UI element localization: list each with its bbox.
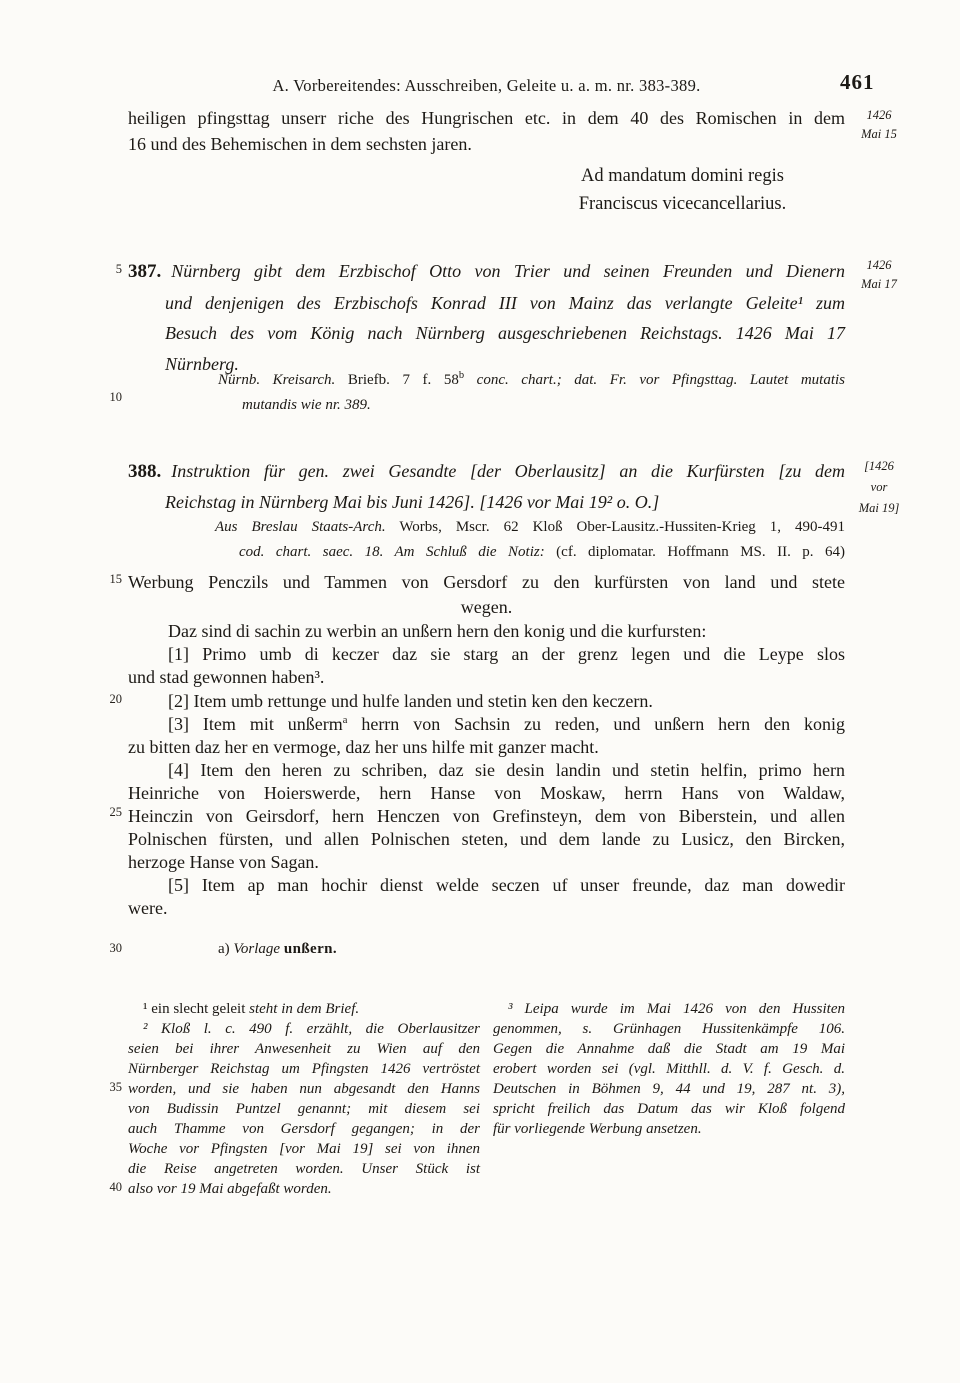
margin-date-1426-vor-mai-19 bbox=[842, 456, 916, 519]
werbung-title-line: wegen. bbox=[460, 596, 513, 617]
folio-superscript: b bbox=[458, 370, 465, 381]
body-paragraph-5 bbox=[128, 874, 845, 920]
body-paragraph-2 bbox=[128, 690, 845, 713]
body-line: Heinczin von Geirsdorf, hern Henczen von Grefinsteyn, dem von Biberstein, und allen bbox=[128, 806, 845, 826]
source-detail: cod. chart. saec. 18. Am Schluß die Notiz: bbox=[239, 544, 557, 560]
source-shelfmark: Briefb. 7 f. 58 bbox=[335, 372, 459, 388]
heading-line: Besuch des vom König nach Nürnberg ausgeschriebenen Reichstags. 1426 Mai 17 bbox=[165, 323, 845, 343]
body-paragraph-3 bbox=[128, 713, 845, 759]
source-archive: Nürnb. Kreisarch. bbox=[218, 372, 336, 388]
footnote-2-line: seien bei ihrer Anwesenheit zu Wien auf den bbox=[128, 1041, 480, 1057]
footnote-column-right bbox=[493, 999, 845, 1139]
body-line: [1] Primo umb di keczer daz sie starg an der grenz legen und die Leype slos bbox=[168, 644, 845, 664]
entry-387-number: 387. bbox=[128, 261, 162, 282]
page-number: 461 bbox=[840, 70, 875, 94]
source-line bbox=[215, 515, 845, 540]
line-number: 40 bbox=[109, 1180, 122, 1194]
line-number: 35 bbox=[109, 1080, 122, 1094]
margin-date-line: vor bbox=[870, 480, 888, 494]
body-line: [4] Item den heren zu schriben, daz sie desin landin und stetin helfin, primo hern bbox=[168, 760, 845, 780]
footnote-2-line: Nürnberger Reichstag um Pfingsten 1426 vertröstet bbox=[128, 1061, 480, 1077]
heading-line bbox=[128, 256, 845, 288]
source-shelfmark: Worbs, Mscr. 62 Kloß Ober-Lausitz.-Hussiten-Krieg 1, 490-491 bbox=[385, 519, 845, 535]
source-note-387 bbox=[218, 368, 845, 417]
source-line: mutandis wie nr. 389. bbox=[242, 396, 371, 413]
werbung-title bbox=[128, 570, 845, 619]
source-archive: Aus Breslau Staats-Arch. bbox=[215, 519, 386, 535]
margin-date-1426-mai-15 bbox=[842, 106, 916, 144]
margin-date-line: 1426 bbox=[866, 108, 892, 122]
footnote-2-line: also vor 19 Mai abgefaßt worden. bbox=[128, 1181, 332, 1197]
margin-date-line: [1426 bbox=[864, 459, 894, 473]
heading-line: Nürnberg. bbox=[165, 353, 239, 374]
variant-note-a bbox=[218, 941, 337, 958]
body-line: Heinriche von Hoierswerde, hern Hanse von Moskaw, herrn Hans von Waldaw, bbox=[128, 783, 845, 803]
body-paragraph-1 bbox=[128, 643, 845, 689]
margin-date-line: Mai 15 bbox=[861, 127, 897, 141]
footnote-3-line: für vorliegende Werbung ansetzen. bbox=[493, 1121, 702, 1137]
source-note-388 bbox=[215, 515, 845, 565]
footnote-1-italic: steht in dem Brief. bbox=[249, 1001, 360, 1017]
variant-superscript: a bbox=[342, 715, 348, 726]
footnote-2-line: ² Kloß l. c. 490 f. erzählt, die Oberlausitzer bbox=[143, 1021, 480, 1037]
line-number: 15 bbox=[109, 572, 122, 586]
line-number: 30 bbox=[109, 941, 122, 955]
body-line: herzoge Hanse von Sagan. bbox=[128, 852, 319, 872]
heading-line bbox=[128, 456, 845, 487]
werbung-title-line: Werbung Penczils und Tammen von Gersdorf zu den kurfürsten von land und stete bbox=[128, 572, 845, 592]
source-citation: (cf. diplomatar. Hoffmann MS. II. p. 64) bbox=[556, 544, 845, 560]
body-paragraph-4 bbox=[128, 759, 845, 874]
footnote-column-left bbox=[128, 999, 480, 1199]
body-line bbox=[128, 713, 845, 736]
variant-source-word: Vorlage bbox=[233, 941, 284, 957]
footnote-3-line: ³ Leipa wurde im Mai 1426 von den Hussiten bbox=[508, 1001, 845, 1017]
line-number: 10 bbox=[109, 390, 122, 404]
body-line: zu bitten daz her en vermoge, daz her uns hilfe mit ganzer macht. bbox=[128, 737, 599, 757]
intro-line: heiligen pfingsttag unserr riche des Hungrischen etc. in dem 40 des Romischen in dem bbox=[128, 108, 845, 128]
heading-line: und denjenigen des Erzbischofs Konrad III von Mainz das verlangte Geleite¹ zum bbox=[165, 292, 845, 313]
footnote-2-line: von Budissin Puntzel genannt; mit diesem sei bbox=[128, 1101, 480, 1117]
footnote-1 bbox=[128, 999, 480, 1019]
line-number: 25 bbox=[109, 805, 122, 819]
margin-date-1426-mai-17 bbox=[842, 256, 916, 294]
intro-line: 16 und des Behemischen in dem sechsten jaren. bbox=[128, 133, 472, 154]
heading-text: Nürnberg gibt dem Erzbischof Otto von Trier und seinen Freunden und Dienern bbox=[171, 261, 845, 281]
footnote-3-line: spricht freilich das Datum das wir Kloß folgend bbox=[493, 1101, 845, 1117]
footnote-2-line: auch Thamme von Gersdorf gegangen; in der bbox=[128, 1121, 480, 1137]
signature-block bbox=[470, 162, 895, 218]
footnote-3-line: erobert worden sei (vgl. Mitthll. d. V. f. Gesch. d. bbox=[493, 1061, 845, 1077]
footnote-2-line: worden, und sie haben nun abgesandt den Hanns bbox=[128, 1081, 480, 1097]
margin-date-line: Mai 19] bbox=[858, 501, 900, 515]
source-line bbox=[218, 368, 845, 393]
entry-388-number: 388. bbox=[128, 461, 162, 482]
margin-date-line: Mai 17 bbox=[861, 277, 897, 291]
line-number: 20 bbox=[109, 692, 122, 706]
heading-text: Instruktion für gen. zwei Gesandte [der Oberlausitz] an die Kurfürsten [zu dem bbox=[171, 461, 845, 481]
body-line: [5] Item ap man hochir dienst welde seczen uf unser freunde, daz man dowedir bbox=[168, 875, 845, 895]
margin-date-line: 1426 bbox=[866, 258, 892, 272]
signature-line: Franciscus vicecancellarius. bbox=[578, 194, 787, 214]
heading-line: Reichstag in Nürnberg Mai bis Juni 1426]. [1426 vor Mai 19² o. O.] bbox=[165, 492, 660, 512]
source-line bbox=[215, 540, 845, 565]
footnote-3-line: Deutschen in Böhmen 9, 44 und 19, 287 nt. 3), bbox=[493, 1081, 845, 1097]
footnote-3-line: Gegen die Annahme daß die Stadt am 19 Mai bbox=[493, 1041, 845, 1057]
running-header: A. Vorbereitendes: Ausschreiben, Geleite u. a. m. nr. 383-389. bbox=[272, 76, 701, 95]
body-text: [3] Item mit unßerm bbox=[168, 714, 343, 734]
entry-387-heading bbox=[128, 256, 845, 379]
footnote-2-line: die Reise angetreten worden. Unser Stück ist bbox=[128, 1161, 480, 1177]
body-line: Daz sind di sachin zu werbin an unßern hern den konig und die kurfursten: bbox=[168, 621, 707, 641]
variant-label: a) bbox=[218, 941, 234, 957]
intro-paragraph bbox=[128, 106, 845, 157]
line-number: 5 bbox=[115, 262, 122, 276]
body-line: und stad gewonnen haben³. bbox=[128, 667, 325, 687]
source-detail: conc. chart.; dat. Fr. vor Pfingsttag. Lautet mutatis bbox=[464, 372, 845, 388]
footnote-3-line: genommen, s. Grünhagen Hussitenkämpfe 106. bbox=[493, 1021, 845, 1037]
body-line: were. bbox=[128, 898, 168, 918]
entry-388-heading bbox=[128, 456, 845, 517]
footnote-2-line: Woche vor Pfingsten [vor Mai 19] sei von ihnen bbox=[128, 1141, 480, 1157]
signature-line: Ad mandatum domini regis bbox=[581, 166, 784, 186]
body-line: Polnischen fürsten, und allen Polnischen steten, und dem lande zu Lusicz, den Bircken, bbox=[128, 829, 845, 849]
body-text: herrn von Sachsin zu reden, und unßern hern den konig bbox=[347, 714, 845, 734]
body-line: [2] Item umb rettunge und hulfe landen und stetin ken den keczern. bbox=[168, 691, 653, 711]
variant-reading: unßern. bbox=[283, 941, 338, 957]
body-paragraph-intro bbox=[128, 620, 845, 643]
footnote-1-roman: ¹ ein slecht geleit bbox=[143, 1001, 250, 1017]
